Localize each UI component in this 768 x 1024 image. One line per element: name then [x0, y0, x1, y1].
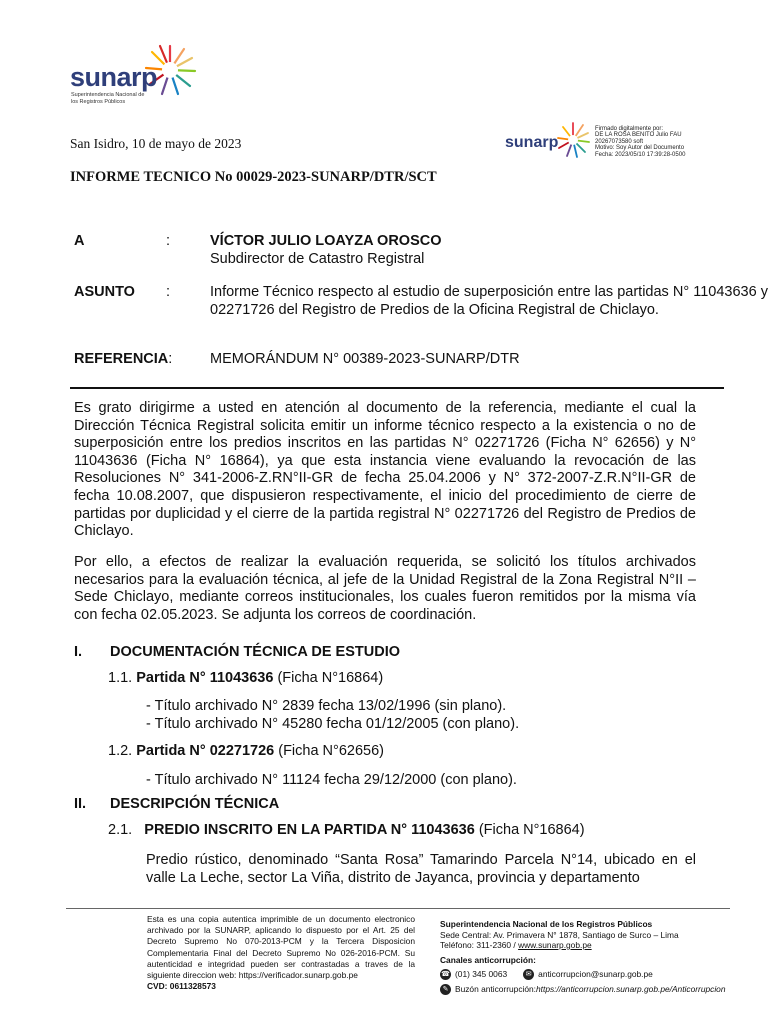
- section-1-title: DOCUMENTACIÓN TÉCNICA DE ESTUDIO: [110, 644, 400, 660]
- anticorruption-phone: (01) 345 0063: [455, 969, 508, 980]
- logo-wordmark: sunarp: [70, 62, 158, 92]
- header-divider: [70, 387, 724, 389]
- signature-logo-wordmark: sunarp: [505, 134, 559, 151]
- reference-text: MEMORÁNDUM N° 00389-2023-SUNARP/DTR: [210, 351, 520, 367]
- colon: :: [166, 284, 171, 300]
- recipient-name: VÍCTOR JULIO LOAYZA OROSCO: [210, 233, 442, 249]
- recipient-title: Subdirector de Catastro Registral: [210, 250, 425, 267]
- subsection-1-1: 1.1. Partida N° 11043636 (Ficha N°16864): [108, 670, 384, 686]
- list-item: - Título archivado N° 45280 fecha 01/12/2005 (con plano).: [146, 716, 520, 732]
- subsection-2-1-text: Predio rústico, denominado “Santa Rosa” Tamarindo Parcela N°14, ubicado en el valle La Leche, sector La Viña, distrito de Jayanca, provincia y departamento: [146, 852, 696, 886]
- chat-icon: ✎: [440, 984, 451, 995]
- section-2-title: DESCRIPCIÓN TÉCNICA: [110, 796, 280, 812]
- phone-icon: ☎: [441, 971, 450, 978]
- footer-anticorruption-title: Canales anticorrupción:: [440, 954, 536, 965]
- footer-address: Sede Central: Av. Primavera N° 1878, Santiago de Surco – Lima: [440, 929, 679, 940]
- footer-org: Superintendencia Nacional de los Registros Públicos: [440, 919, 653, 929]
- footer-divider: [66, 908, 730, 909]
- recipient-label: A: [74, 233, 85, 249]
- cvd-code: CVD: 0611328573: [147, 981, 216, 992]
- list-item: - Título archivado N° 2839 fecha 13/02/1996 (sin plano).: [146, 698, 507, 714]
- city-date: San Isidro, 10 de mayo de 2023: [70, 136, 242, 151]
- paragraph-2: Por ello, a efectos de realizar la evaluación requerida, se solicitó los títulos archivados necesarios para la evaluación técnica, al jefe de la Unidad Registral de la Zona Registral N°II – Sede Chiclayo, mediante correos institucionales, los cuales fueron remitidos por la misma vía con fecha 02.05.2023. Se adjunta los correos de coordinación.: [74, 554, 696, 623]
- colon: :: [166, 233, 171, 249]
- reference-label: REFERENCIA: [74, 351, 169, 367]
- subsection-1-2: 1.2. Partida N° 02271726 (Ficha N°62656): [108, 743, 384, 759]
- website-link[interactable]: www.sunarp.gob.pe: [518, 940, 592, 950]
- list-item: - Título archivado N° 11124 fecha 29/12/2000 (con plano).: [146, 772, 517, 788]
- subsection-2-1: 2.1. PREDIO INSCRITO EN LA PARTIDA N° 11043636 (Ficha N°16864): [108, 822, 585, 838]
- paragraph-1: Es grato dirigirme a usted en atención al documento de la referencia, mediante el cual la Dirección Técnica Registral solicita emitir un informe técnico respecto a la existencia o no de superposición entre los predios inscritos en las partidas N° 02271726 (Ficha N° 62656) y N° 11043636 (Ficha N° 16864), ya que esta instancia viene evaluando la revocación de las Resoluciones N° 341-2006-Z.RN°II-GR de fecha 25.04.2006 y N° 372-2007-Z.R.N°II-GR de fecha 10.08.2007, que dispusieron respectivamente, el inicio del procedimiento de cierre de partidas por duplicidad y el cierre de la partida registral N° 02271726 del Registro de Predios de Chiclayo.: [74, 400, 696, 540]
- report-number: INFORME TECNICO No 00029-2023-SUNARP/DTR/SCT: [70, 169, 437, 185]
- section-1-number: I.: [74, 644, 83, 660]
- anticorruption-url[interactable]: https://anticorrupcion.sunarp.gob.pe/Anticorrupcion: [536, 984, 726, 995]
- sunarp-logo: [70, 40, 200, 110]
- sunarp-burst-icon: [555, 120, 591, 160]
- digital-signature: [505, 120, 735, 160]
- subject-text: Informe Técnico respecto al estudio de superposición entre las partidas N° 11043636 y 02271726 del Registro de Predios de la Oficina Registral de Chiclayo.: [210, 284, 768, 318]
- logo-subtitle: Superintendencia Nacional de los Registros Públicos: [71, 92, 145, 105]
- section-2-number: II.: [74, 796, 87, 812]
- subject-label: ASUNTO: [74, 284, 135, 300]
- signature-details: Firmado digitalmente por: DE LA ROSA BENITO Julio FAU 20267073580 soft Motivo: Soy Autor del Documento Fecha: 2023/05/10 17:39:28-0500: [595, 126, 686, 158]
- email-icon: ✉: [523, 969, 534, 980]
- footer-authenticity: Esta es una copia autentica imprimible de un documento electronico archivado por la SUNARP, aplicando lo dispuesto por el Art. 25 del Decreto Supremo No 070-2013-PCM y la Tercera Disposicion Complementaria Final del Decreto Supremo No 026-2016-PCM. Su autenticidad e integridad pueden ser contrastadas a traves de la siguiente direccion web: https://verificador.sunarp.gob.pe CVD: 0611328573: [147, 914, 415, 992]
- anticorruption-email[interactable]: anticorrupcion@sunarp.gob.pe: [538, 969, 653, 980]
- footer-contact: Superintendencia Nacional de los Registros Públicos Sede Central: Av. Primavera N° 1878, Santiago de Surco – Lima Teléfono: 311-2360 / www.sunarp.gob.pe Canales anticorrupción: ☎ (01) 345 0063 ✉ anticorrupcion@sunarp.gob.pe ✎ Buzón anticorrupción: https://anticorrupcion.sunarp.gob.pe/Anticorrupcion: [440, 919, 740, 995]
